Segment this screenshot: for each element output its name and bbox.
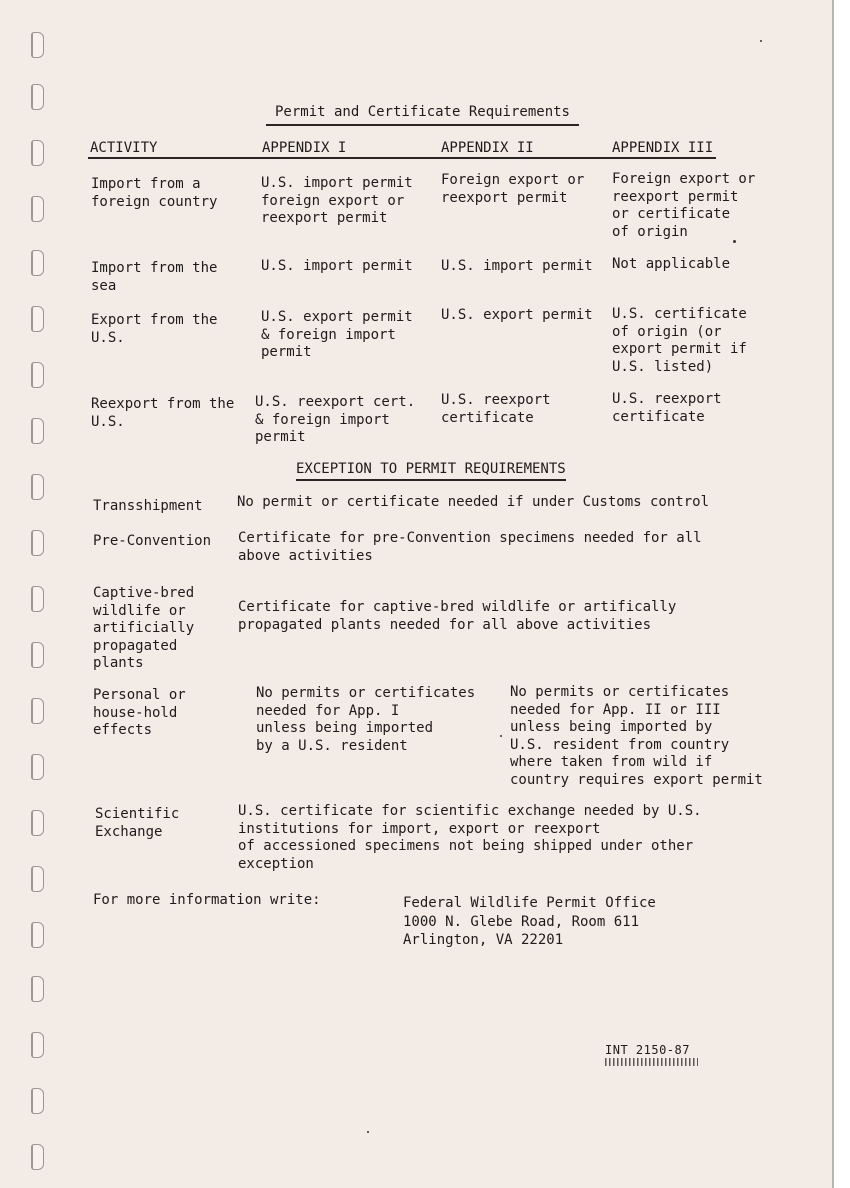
scan-speck	[733, 240, 736, 243]
exception-text-captive-bred: Certificate for captive-bred wildlife or artifically propagated plants needed for all above activities	[238, 599, 677, 633]
exception-label-scientific-exchange: Scientific Exchange	[95, 806, 180, 840]
exception-label-pre-convention: Pre-Convention	[93, 533, 212, 549]
punch-hole	[31, 362, 44, 388]
form-code: INT 2150-87	[605, 1043, 690, 1057]
exception-label-captive-bred: Captive-bred wildlife or artificially propagated plants	[93, 585, 195, 671]
punch-hole	[31, 922, 44, 948]
punch-hole	[31, 418, 44, 444]
punch-hole	[31, 32, 44, 58]
contact-label: For more information write:	[93, 892, 321, 908]
punch-hole	[31, 810, 44, 836]
exception-label-personal-effects: Personal or house-hold effects	[93, 687, 186, 738]
table-cell-activity: Reexport from the U.S.	[91, 396, 235, 430]
table-cell-appendix-iii: Not applicable	[612, 256, 731, 272]
exceptions-heading: EXCEPTION TO PERMIT REQUIREMENTS	[296, 461, 566, 481]
table-cell-appendix-ii: U.S. reexport certificate	[441, 392, 551, 426]
punch-hole	[31, 866, 44, 892]
scan-speck	[760, 40, 762, 42]
table-cell-activity: Export from the U.S.	[91, 312, 218, 346]
punch-hole	[31, 1032, 44, 1058]
contact-address: Federal Wildlife Permit Office 1000 N. Glebe Road, Room 611 Arlington, VA 22201	[403, 895, 656, 948]
punch-hole	[31, 642, 44, 668]
exception-text-personal-app-i: No permits or certificates needed for App. I unless being imported by a U.S. resident	[256, 685, 476, 754]
table-cell-appendix-iii: U.S. reexport certificate	[612, 391, 722, 425]
table-cell-appendix-iii: U.S. certificate of origin (or export permit if U.S. listed)	[612, 306, 747, 375]
punch-hole	[31, 474, 44, 500]
exception-text-pre-convention: Certificate for pre-Convention specimens needed for all above activities	[238, 530, 702, 564]
exception-label-transshipment: Transshipment	[93, 498, 203, 514]
page-title: Permit and Certificate Requirements	[266, 104, 579, 126]
punch-hole	[31, 196, 44, 222]
page-edge	[832, 0, 850, 1188]
scan-speck	[367, 1131, 369, 1133]
column-header-activity: ACTIVITY	[90, 140, 158, 156]
punch-hole	[31, 1144, 44, 1170]
column-header-appendix-ii: APPENDIX II	[441, 140, 534, 156]
punch-hole	[31, 530, 44, 556]
table-cell-appendix-ii: U.S. export permit	[441, 307, 593, 323]
column-header-appendix-i: APPENDIX I	[262, 140, 347, 156]
table-cell-appendix-i: U.S. import permit	[261, 258, 413, 274]
punch-hole	[31, 754, 44, 780]
punch-hole	[31, 586, 44, 612]
table-cell-appendix-iii: Foreign export or reexport permit or certificate of origin	[612, 171, 756, 240]
punch-hole	[31, 140, 44, 166]
exception-text-personal-app-ii-iii: No permits or certificates needed for App. II or III unless being imported by U.S. resident from country where taken from wild if country requires export permit	[510, 684, 763, 788]
table-cell-appendix-i: U.S. export permit & foreign import permit	[261, 309, 413, 360]
table-cell-appendix-i: U.S. import permit foreign export or reexport permit	[261, 175, 413, 226]
scan-speck	[500, 735, 502, 737]
punch-hole	[31, 976, 44, 1002]
punch-hole	[31, 250, 44, 276]
column-header-appendix-iii: APPENDIX III	[612, 140, 714, 156]
exception-text-transshipment: No permit or certificate needed if under Customs control	[237, 494, 710, 510]
table-cell-activity: Import from the sea	[91, 260, 218, 294]
table-cell-activity: Import from a foreign country	[91, 176, 218, 210]
punch-hole	[31, 84, 44, 110]
header-rule	[88, 157, 716, 159]
form-code-marks	[605, 1058, 698, 1066]
table-cell-appendix-i: U.S. reexport cert. & foreign import permit	[255, 394, 416, 445]
punch-hole	[31, 698, 44, 724]
punch-hole	[31, 306, 44, 332]
table-cell-appendix-ii: Foreign export or reexport permit	[441, 172, 585, 206]
exception-text-scientific-exchange: U.S. certificate for scientific exchange needed by U.S. institutions for import, export or reexport of accessioned specimens not being shipped under other exception	[238, 803, 702, 872]
table-cell-appendix-ii: U.S. import permit	[441, 258, 593, 274]
punch-hole	[31, 1088, 44, 1114]
